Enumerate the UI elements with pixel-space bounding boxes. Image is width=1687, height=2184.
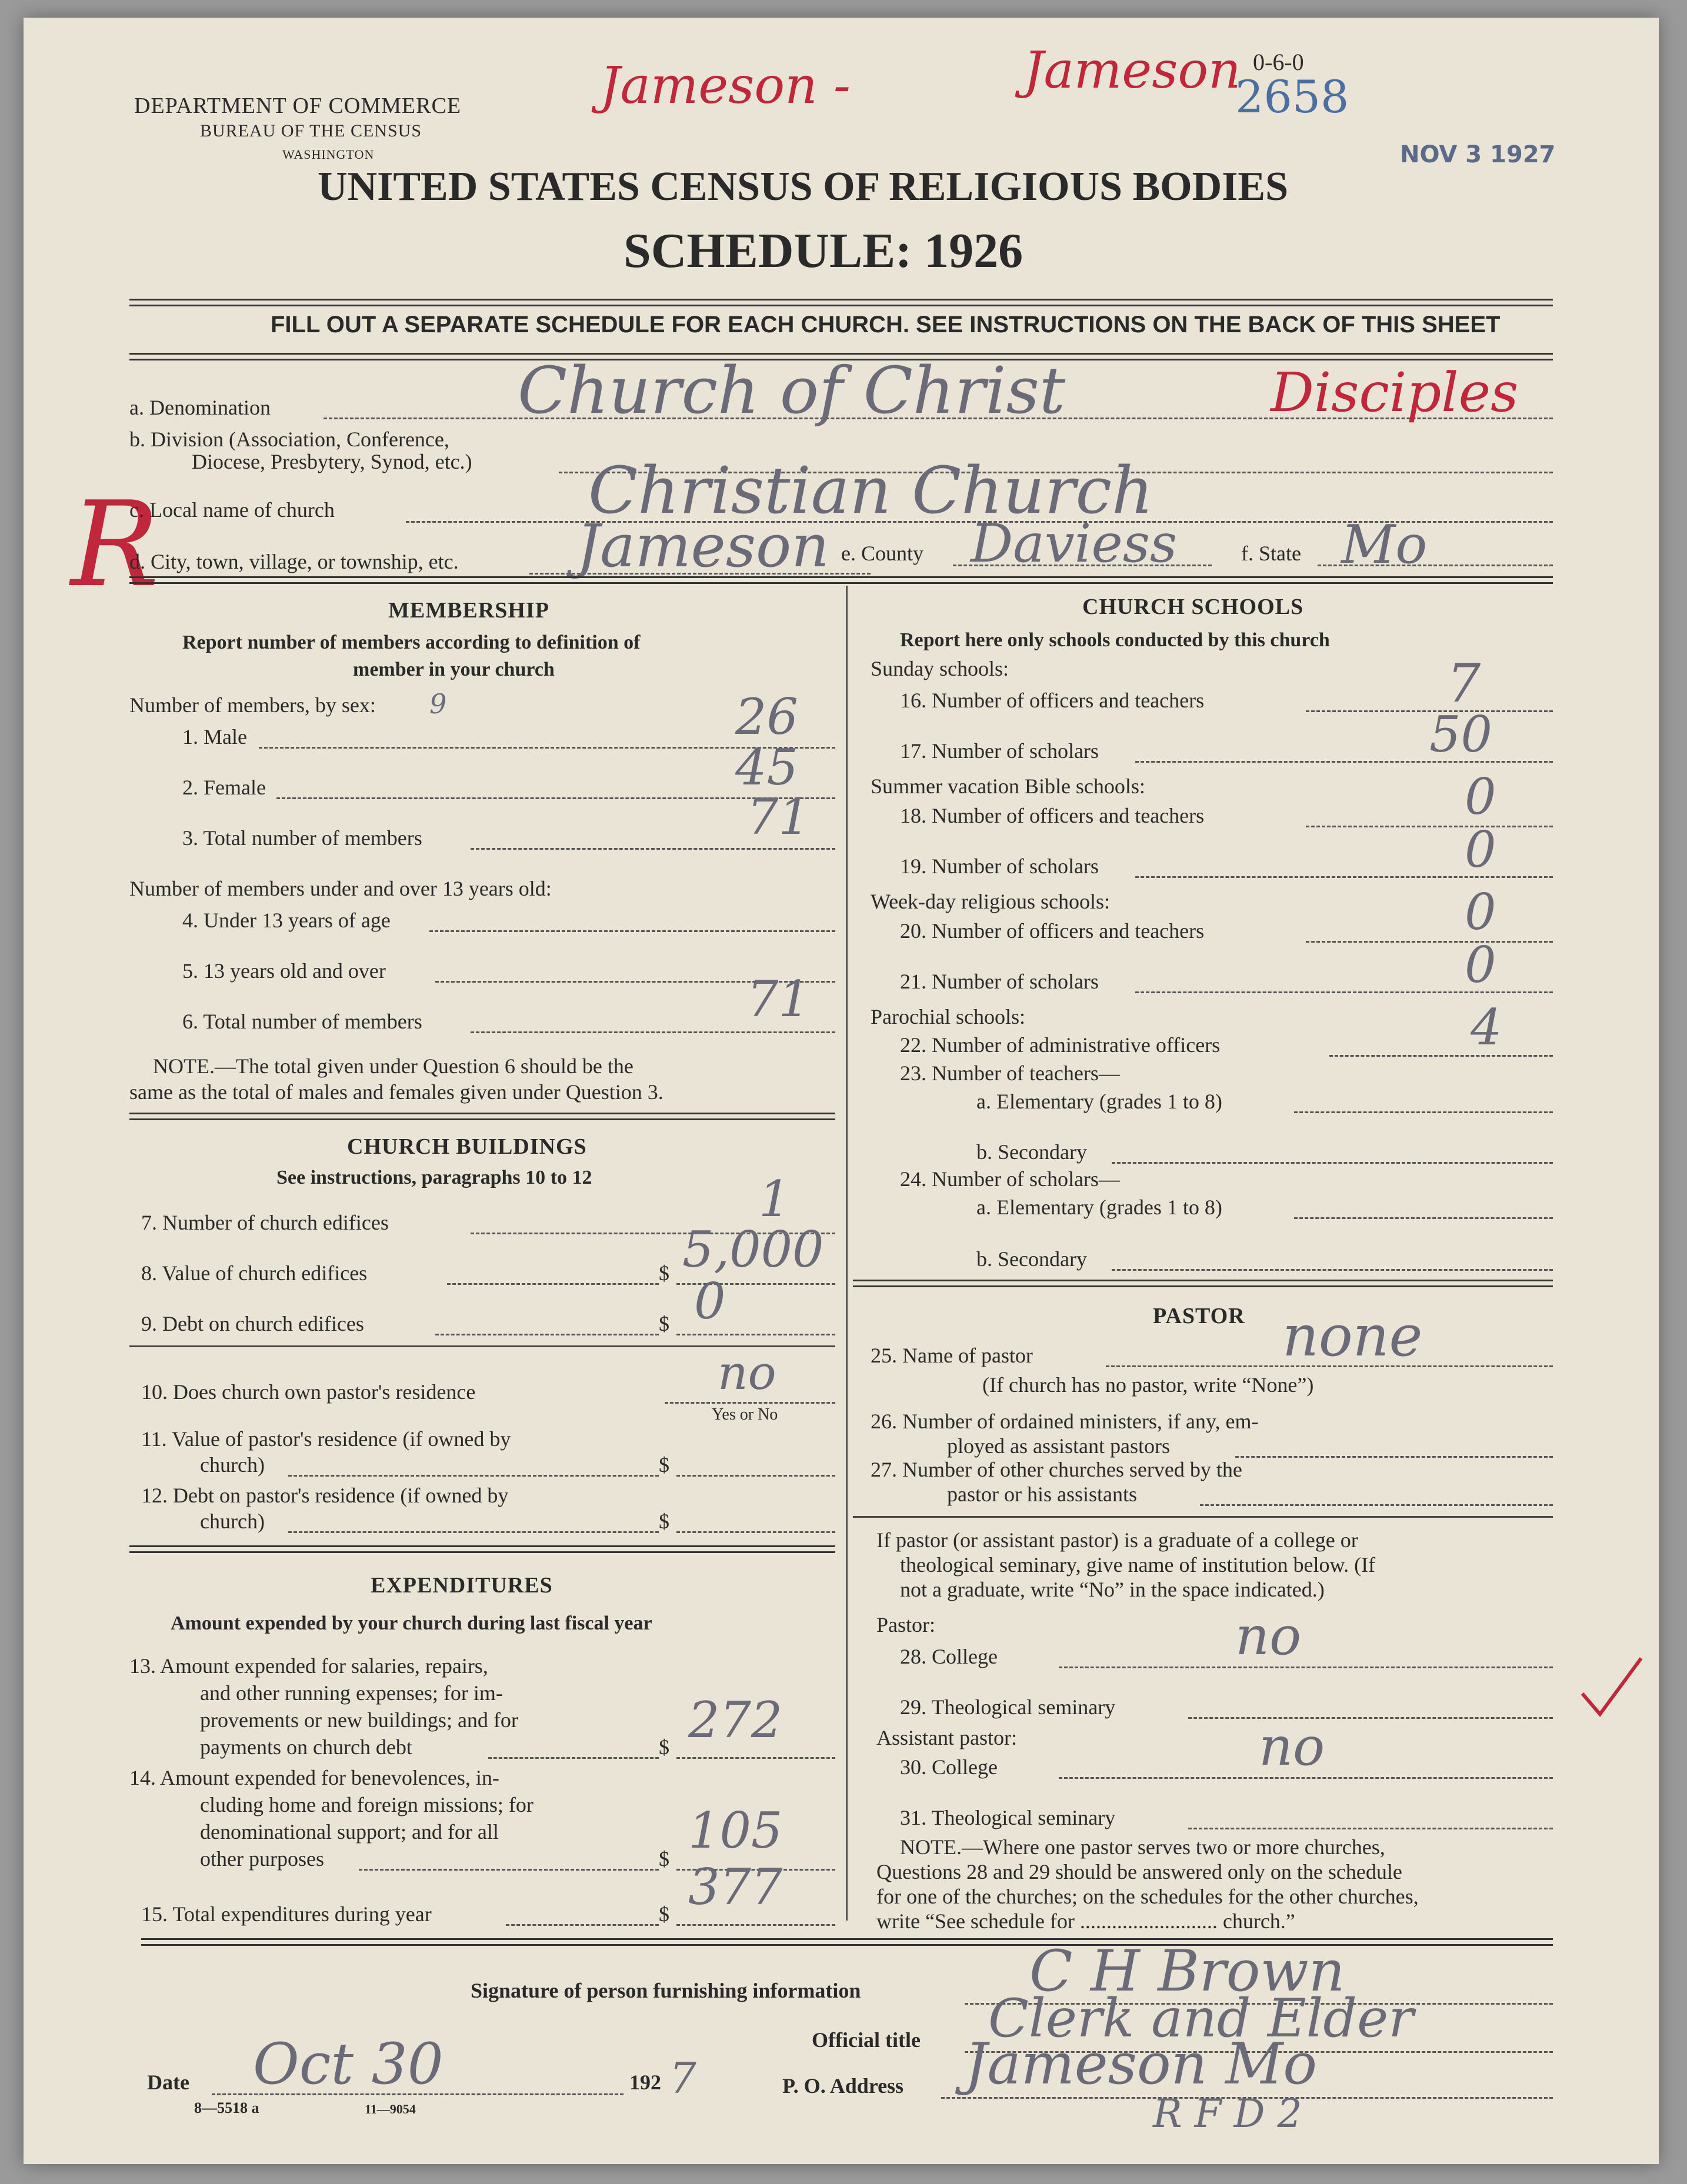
assistant-ministers-label-2: ployed as assistant pastors: [947, 1434, 1170, 1458]
scholars-elementary-label: a. Elementary (grades 1 to 8): [976, 1195, 1222, 1219]
total-members-age-label: 6. Total number of members: [182, 1010, 422, 1033]
graduate-note-2: theological seminary, give name of institution below. (If: [900, 1553, 1376, 1577]
edifices-count-label: 7. Number of church edifices: [141, 1211, 389, 1234]
membership-note-2: same as the total of males and females given under Question 3.: [129, 1080, 664, 1104]
date-label: Date: [147, 2071, 189, 2094]
membership-sub-1: Report number of members according to definition of: [182, 632, 641, 653]
female-label: 2. Female: [182, 776, 266, 799]
scholars-secondary-label: b. Secondary: [976, 1247, 1087, 1271]
teachers-label: 23. Number of teachers—: [900, 1061, 1120, 1085]
county-label: e. County: [841, 542, 923, 565]
male-value: 26: [735, 688, 798, 746]
benevolences-label-4: other purposes: [200, 1847, 324, 1871]
benevolences-label-3: denominational support; and for all: [200, 1820, 499, 1844]
pastor-seminary-label: 29. Theological seminary: [900, 1695, 1116, 1719]
assistant-college-label: 30. College: [900, 1755, 998, 1779]
total-expenditures-value: 377: [688, 1858, 783, 1916]
official-title-label: Official title: [812, 2028, 921, 2052]
city-town-value: Jameson: [576, 512, 829, 580]
schools-heading: CHURCH SCHOOLS: [1082, 595, 1304, 619]
residence-value-label-1: 11. Value of pastor's residence (if owned by: [141, 1427, 511, 1451]
department-label: DEPARTMENT OF COMMERCE: [134, 93, 462, 118]
bureau-label: BUREAU OF THE CENSUS: [200, 121, 422, 141]
form-subtitle: SCHEDULE: 1926: [624, 223, 1023, 278]
red-note-jameson-1: Jameson -: [600, 56, 851, 115]
buildings-heading: CHURCH BUILDINGS: [347, 1134, 587, 1159]
pastor-name-value: none: [1282, 1303, 1423, 1369]
summer-schools-label: Summer vacation Bible schools:: [871, 774, 1145, 798]
form-number: 8—5518 a: [194, 2099, 259, 2116]
sunday-officers-label: 16. Number of officers and teachers: [900, 689, 1205, 712]
edifices-debt-label: 9. Debt on church edifices: [141, 1312, 364, 1335]
stamp-code: 0-6-0: [1253, 49, 1304, 75]
teachers-elementary-label: a. Elementary (grades 1 to 8): [976, 1090, 1222, 1113]
received-date-stamp: NOV 3 1927: [1400, 141, 1556, 168]
official-title-value: Clerk and Elder: [988, 1988, 1414, 2049]
city-label: WASHINGTON: [282, 147, 375, 162]
assistant-pastor-section-label: Assistant pastor:: [876, 1726, 1017, 1749]
assistant-college-value: no: [1259, 1716, 1325, 1778]
total-expenditures-label: 15. Total expenditures during year: [141, 1902, 432, 1926]
total-members-age-value: 71: [747, 970, 810, 1028]
total-members-value: 71: [747, 788, 810, 846]
pastor-note-3: for one of the churches; on the schedules for the other churches,: [876, 1885, 1419, 1908]
local-name-value: Christian Church: [588, 453, 1153, 528]
weekday-schools-label: Week-day religious schools:: [871, 890, 1111, 913]
membership-heading: MEMBERSHIP: [388, 598, 549, 623]
other-churches-label-2: pastor or his assistants: [947, 1482, 1137, 1506]
owns-residence-label: 10. Does church own pastor's residence: [141, 1380, 476, 1404]
edifices-value-label: 8. Value of church edifices: [141, 1261, 368, 1285]
yes-no-hint: Yes or No: [712, 1405, 778, 1424]
female-value: 45: [735, 739, 798, 796]
header-rule: [129, 299, 1553, 306]
po-address-value: Jameson Mo: [965, 2031, 1318, 2097]
benevolences-value: 105: [688, 1802, 783, 1859]
weekday-officers-value: 0: [1465, 883, 1496, 941]
admin-officers-label: 22. Number of administrative officers: [900, 1033, 1221, 1057]
summer-officers-value: 0: [1465, 768, 1496, 826]
expenditures-sub: Amount expended by your church during last fiscal year: [171, 1612, 652, 1634]
pastor-heading: PASTOR: [1153, 1304, 1245, 1328]
graduate-note-1: If pastor (or assistant pastor) is a graduate of a college or: [876, 1528, 1358, 1552]
under-13-label: 4. Under 13 years of age: [182, 909, 391, 932]
age-intro-label: Number of members under and over 13 years old:: [129, 877, 552, 900]
census-schedule-sheet: DEPARTMENT OF COMMERCE BUREAU OF THE CENSUS WASHINGTON Jameson - Jameson 0-6-0 2658 NOV 3 1927 UNITED STATES CENSUS OF RELIGIOUS BODIES SCHEDULE: 1926 FILL OUT A SEPARATE SCHEDULE FOR EACH CHURCH. SEE INSTRUCTIONS ON THE BACK OF THIS SHEET R a. Denomination Church of Christ Disciples b. Division (Association, Conference, Diocese, Presbytery, Synod, etc.) c. Local name of church Christian Church d. City, town, village, or township, etc. Jameson e. County Daviess f. State Mo MEMBERSHIP Report number of members according to definition of member in your church Number of members, by sex: 9 1. Male 26 2. Female 45 3. Total number of members 71 Number of members under and over 13 years old: 4. Under 13 years of age 5. 13 years old and over 6. Total number of members 71 NOTE.—The total given under Question 6 should be the same as the total of males and females given under Question 3. CHURCH BUILDINGS See instructions, paragraphs 10 to 12 7. Number of church edifices 1 8. Value of church edifices $ 5,000 9. Debt on church edifices $ 0 10. Does church own pastor's residence no Yes or No 11. Value of pastor's residence (if owned by church) $ 12. Debt on pastor's residence (if owned by church) $ EXPENDITURES Amount expended by your church during last fiscal year 13. Amount expended for salaries, repairs, and other running expenses; for im- provements or new buildings; and for payments on church debt $ 272 14. Amount expended for benevolences, in- cluding home and foreign missions; for denominational support; and for all other purposes $ 105 15. Total expenditures during year $ 377 CHURCH SCHOOLS Report here only schools conducted by this church Sunday schools: 16. Number of officers and teachers 7 17. Number of scholars 50 Summer vacation Bible schools: 18. Number of officers and teachers 0 19. Number of scholars 0 Week-day religious schools: 20. Number of officers and teachers 0 21. Number of scholars 0 Parochial schools: 22. Number of administrative officers 4 23. Number of teachers— a. Elementary (grades 1 to 8) b. Secondary 24. Number of scholars— a. Elementary (grades 1 to 8) b. Secondary PASTOR 25. Name of pastor none (If church has no pastor, write “None”) 26. Number of ordained ministers, if any, em- ployed as assistant pastors 27. Number of other churches served by the pastor or his assistants If pastor (or assistant pastor) is a graduate of a college or theological seminary, give name of institution below. (If not a graduate, write “No” in the space indicated.) Pastor: 28. College no 29. Theological seminary Assistant pastor: 30. College no 31. Theological seminary NOTE.—Where one pastor serves two or more churches, Questions 28 and 29 should be answered only on the schedule for one of the churches; on the schedules for the other churches, write “See schedule for .......................... church.” Signature of person furnishing information C H Brown Official title Clerk and Elder Date Oct 30 192 7 P. O. Address Jameson Mo R F D 2 8—5518 a 11—9054: [24, 18, 1659, 2164]
running-expenses-label-3: provements or new buildings; and for: [200, 1708, 518, 1732]
division-label-2: Diocese, Presbytery, Synod, etc.): [192, 450, 472, 473]
benevolences-label-2: cluding home and foreign missions; for: [200, 1793, 534, 1816]
pastor-college-label: 28. College: [900, 1645, 998, 1668]
running-expenses-value: 272: [688, 1691, 783, 1749]
county-value: Daviess: [971, 513, 1178, 575]
denomination-red-note: Disciples: [1271, 361, 1519, 424]
po-address-label: P. O. Address: [782, 2074, 904, 2098]
weekday-scholars-value: 0: [1465, 936, 1496, 994]
buildings-sub: See instructions, paragraphs 10 to 12: [276, 1167, 592, 1188]
sunday-scholars-value: 50: [1429, 706, 1492, 763]
edifices-count-value: 1: [759, 1170, 791, 1228]
state-label: f. State: [1241, 542, 1301, 565]
summer-officers-label: 18. Number of officers and teachers: [900, 804, 1205, 827]
red-note-jameson-2: Jameson: [1023, 41, 1241, 100]
stamp-number: 2658: [1235, 71, 1349, 123]
schools-sub: Report here only schools conducted by this church: [900, 629, 1330, 651]
column-divider: [846, 586, 848, 1921]
by-sex-label: Number of members, by sex:: [129, 693, 376, 717]
pastor-name-label: 25. Name of pastor: [871, 1344, 1033, 1367]
owns-residence-value: no: [718, 1345, 776, 1400]
margin-mark-r: R: [71, 476, 159, 613]
division-label-1: b. Division (Association, Conference,: [129, 428, 449, 451]
admin-officers-value: 4: [1471, 999, 1502, 1056]
edifices-debt-value: 0: [694, 1273, 726, 1330]
total-members-label: 3. Total number of members: [182, 826, 422, 850]
po-address-extra: R F D 2: [1153, 2091, 1302, 2136]
membership-note-1: NOTE.—The total given under Question 6 should be the: [153, 1054, 634, 1078]
denomination-value: Church of Christ: [518, 353, 1066, 428]
over-13-label: 5. 13 years old and over: [182, 959, 386, 983]
teachers-secondary-label: b. Secondary: [976, 1140, 1087, 1164]
date-value: Oct 30: [253, 2031, 444, 2097]
form-title: UNITED STATES CENSUS OF RELIGIOUS BODIES: [318, 164, 1289, 209]
sunday-scholars-label: 17. Number of scholars: [900, 739, 1099, 763]
pastor-section-label: Pastor:: [876, 1613, 936, 1637]
residence-debt-label-2: church): [200, 1510, 265, 1533]
other-churches-label-1: 27. Number of other churches served by the: [871, 1458, 1242, 1481]
pastor-college-value: no: [1235, 1605, 1302, 1667]
sunday-schools-label: Sunday schools:: [871, 657, 1009, 680]
edifices-value-value: 5,000: [682, 1221, 824, 1278]
print-code: 11—9054: [365, 2102, 416, 2116]
city-town-label: d. City, town, village, or township, etc.: [129, 550, 459, 573]
graduate-note-3: not a graduate, write “No” in the space indicated.): [900, 1578, 1325, 1601]
signature-value: C H Brown: [1029, 1938, 1345, 2004]
separate-schedule-instruction: FILL OUT A SEPARATE SCHEDULE FOR EACH CHURCH. SEE INSTRUCTIONS ON THE BACK OF THIS SHEET: [271, 312, 1501, 338]
pastor-note-4: write “See schedule for .......................... church.”: [876, 1909, 1295, 1933]
identity-rule: [129, 576, 1553, 584]
weekday-officers-label: 20. Number of officers and teachers: [900, 919, 1205, 943]
summer-scholars-label: 19. Number of scholars: [900, 854, 1099, 878]
running-expenses-label-4: payments on church debt: [200, 1735, 412, 1759]
year-prefix: 192: [629, 2071, 661, 2094]
local-name-label: c. Local name of church: [129, 498, 335, 522]
male-label: 1. Male: [182, 725, 247, 749]
membership-sub-2: member in your church: [353, 659, 555, 680]
denomination-label: a. Denomination: [129, 396, 271, 419]
running-expenses-label-2: and other running expenses; for im-: [200, 1681, 503, 1705]
residence-debt-label-1: 12. Debt on pastor's residence (if owned by: [141, 1484, 509, 1507]
state-value: Mo: [1341, 514, 1428, 576]
benevolences-label-1: 14. Amount expended for benevolences, in-: [129, 1766, 499, 1789]
year-digit: 7: [669, 2053, 696, 2103]
parochial-schools-label: Parochial schools:: [871, 1005, 1025, 1028]
pastor-note-2: Questions 28 and 29 should be answered only on the schedule: [876, 1860, 1402, 1884]
assistant-seminary-label: 31. Theological seminary: [900, 1806, 1116, 1829]
by-sex-mark: 9: [429, 688, 447, 720]
expenditures-heading: EXPENDITURES: [371, 1573, 553, 1598]
signature-label: Signature of person furnishing information: [471, 1979, 861, 2002]
weekday-scholars-label: 21. Number of scholars: [900, 970, 1099, 993]
assistant-ministers-label-1: 26. Number of ordained ministers, if any, em-: [871, 1410, 1259, 1433]
running-expenses-label-1: 13. Amount expended for salaries, repairs,: [129, 1654, 488, 1678]
red-check-mark: [1576, 1652, 1647, 1723]
pastor-name-note: (If church has no pastor, write “None”): [982, 1373, 1314, 1397]
sunday-officers-value: 7: [1447, 653, 1481, 714]
residence-value-label-2: church): [200, 1453, 265, 1477]
scholars-label: 24. Number of scholars—: [900, 1167, 1120, 1191]
pastor-note-1: NOTE.—Where one pastor serves two or more churches,: [900, 1835, 1385, 1859]
summer-scholars-value: 0: [1465, 821, 1496, 879]
